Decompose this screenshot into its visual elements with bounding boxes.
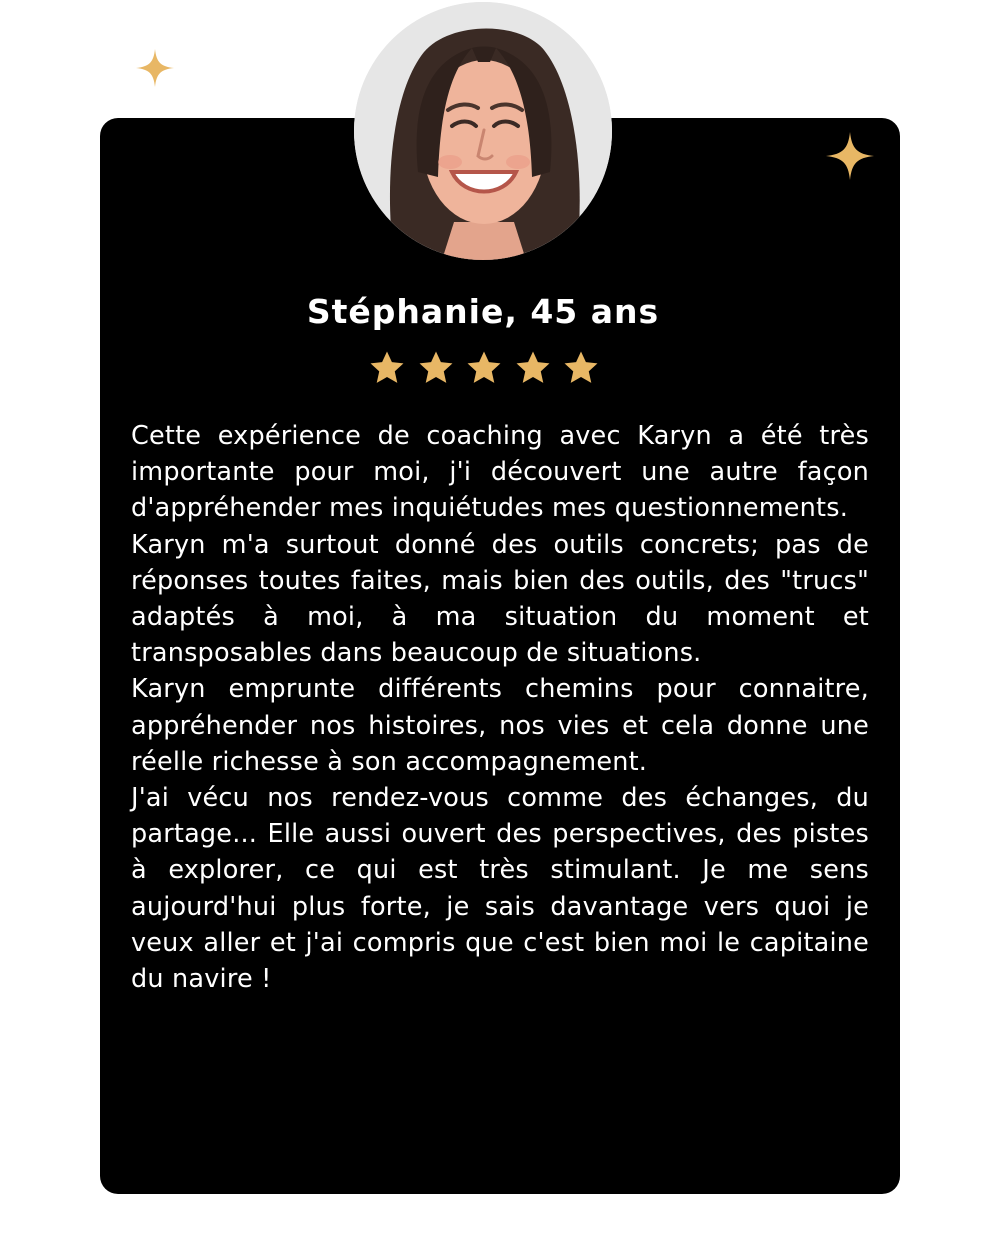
review-paragraph: J'ai vécu nos rendez-vous comme des échanges, du partage... Elle aussi ouvert des perspectives, des pistes à explorer, ce qui est très stimulant. Je me sens aujourd'hui plus forte, je sais davantage vers quoi je veux aller et j'ai compris que c'est bien moi le capitaine du navire !	[131, 783, 869, 995]
reviewer-photo	[354, 2, 612, 260]
star-icon	[514, 349, 552, 387]
star-icon	[368, 349, 406, 387]
review-text	[131, 418, 869, 997]
sparkle-icon	[136, 48, 174, 88]
review-paragraph: Karyn m'a surtout donné des outils concrets; pas de réponses toutes faites, mais bien des outils, des "trucs" adaptés à moi, à ma situation du moment et transposables dans beaucoup de situations.	[131, 529, 869, 669]
reviewer-name: Stéphanie, 45 ans	[306, 292, 660, 331]
review-paragraph: Cette expérience de coaching avec Karyn a été très importante pour moi, j'i découvert une autre façon d'appréhender mes inquiétudes mes questionnements.	[131, 421, 869, 524]
sparkle-icon	[826, 130, 874, 182]
star-icon	[417, 349, 455, 387]
avatar	[354, 2, 612, 260]
star-icon	[562, 349, 600, 387]
star-icon	[465, 349, 503, 387]
review-paragraph: Karyn emprunte différents chemins pour connaitre, appréhender nos histoires, nos vies et cela donne une réelle richesse à son accompagnement.	[131, 674, 869, 777]
star-rating	[368, 345, 600, 391]
